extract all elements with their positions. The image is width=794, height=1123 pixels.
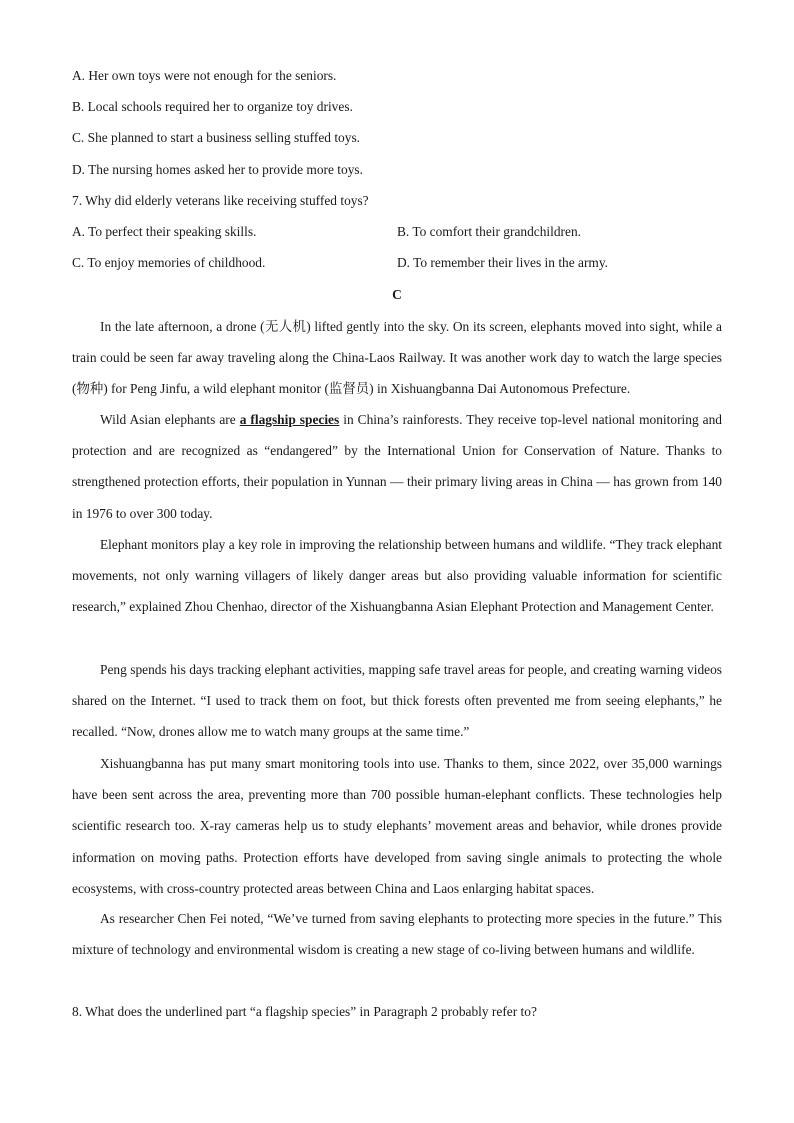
passage-paragraph-5: Xishuangbanna has put many smart monitoring tools into use. Thanks to them, since 2022, over 35,000 warnings have been sent across the area, preventing more than 700 possible human-elephant conflicts. These technologies help scientific research too. X-ray cameras help us to study elephants’ movement areas and behavior, while drones provide information on moving paths. Protection efforts have developed from saving single animals to protecting the whole ecosystems, with cross-country protected areas between China and Laos enlarging habitat spaces. (72, 756, 722, 896)
underlined-phrase: a flagship species (239, 412, 340, 427)
section-heading: C (392, 287, 402, 302)
q7-option-d: D. To remember their lives in the army. (397, 255, 609, 270)
passage-paragraph-1: In the late afternoon, a drone (无人机) lifted gently into the sky. On its screen, elephants moved into sight, while a train could be seen far away traveling along the China-Laos Railway. It was another work day to watch the large species (物种) for Peng Jinfu, a wild elephant monitor (监督员) in Xishuangbanna Dai Autonomous Prefecture. (72, 319, 722, 397)
q7-question: 7. Why did elderly veterans like receiving stuffed toys? (72, 193, 369, 208)
q8-question: 8. What does the underlined part “a flagship species” in Paragraph 2 probably refer to? (72, 1004, 537, 1019)
q7-option-b: B. To comfort their grandchildren. (397, 224, 582, 239)
q6-option-b: B. Local schools required her to organize toy drives. (72, 99, 353, 114)
passage-paragraph-2 (72, 404, 722, 529)
q6-option-c: C. She planned to start a business selling stuffed toys. (72, 130, 360, 145)
passage-paragraph-4: Peng spends his days tracking elephant activities, mapping safe travel areas for people, and creating warning videos shared on the Internet. “I used to track them on foot, but thick forests often prevented me from seeing elephants,” he recalled. “Now, drones allow me to watch many groups at the same time.” (72, 662, 722, 740)
q6-option-a: A. Her own toys were not enough for the seniors. (72, 68, 337, 83)
q6-option-d: D. The nursing homes asked her to provide more toys. (72, 162, 363, 177)
passage-paragraph-3: Elephant monitors play a key role in improving the relationship between humans and wildlife. “They track elephant movements, not only warning villagers of likely danger areas but also providing valuable information for scientific research,” explained Zhou Chenhao, director of the Xishuangbanna Asian Elephant Protection and Management Center. (72, 537, 722, 615)
q7-option-a: A. To perfect their speaking skills. (72, 224, 257, 239)
paragraph-2-rest: in China’s rainforests. They receive top-level national monitoring and protection and are recognized as “endangered” by the International Union for Conservation of Nature. Thanks to strengthened protection efforts, their population in Yunnan — their primary living areas in China — has grown from 140 in 1976 to over 300 today. (72, 412, 722, 521)
paragraph-2-lead: Wild Asian elephants are (100, 412, 240, 427)
passage-paragraph-6: As researcher Chen Fei noted, “We’ve turned from saving elephants to protecting more species in the future.” This mixture of technology and environmental wisdom is creating a new stage of co-living between humans and wildlife. (72, 911, 722, 958)
q7-option-c: C. To enjoy memories of childhood. (72, 255, 266, 270)
